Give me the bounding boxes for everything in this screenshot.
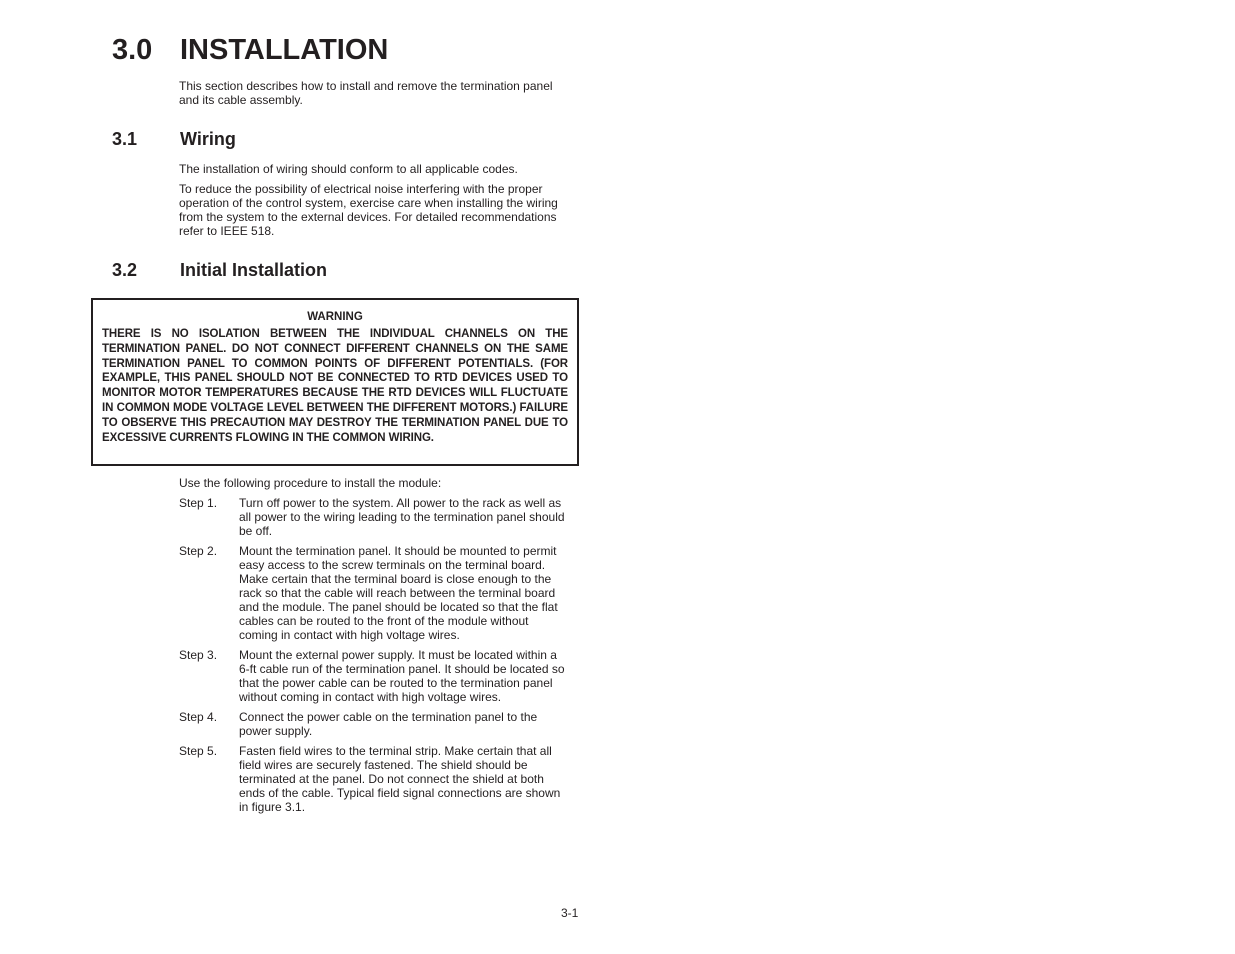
warning-text: THERE IS NO ISOLATION BETWEEN THE INDIVIDUAL CHANNELS ON THE TERMINATION PANEL. DO NOT CONNECT DIFFERENT CHANNELS ON THE SAME TERMINATION PANEL TO COMMON POINTS OF DIFFERENT POTENTIALS. (FOR EXAMPLE, THIS PANEL SHOULD NOT BE CONNECTED TO RTD DEVICES USED TO MONITOR MOTOR TEMPERATURES BECAUSE THE RTD DEVICES WILL FLUCTUATE IN COMMON MODE VOLTAGE LEVEL BETWEEN THE DIFFERENT MOTORS.) FAILURE TO OBSERVE THIS PRECAUTION MAY DESTROY THE TERMINATION PANEL DUE TO EXCESSIVE CURRENTS FLOWING IN THE COMMON WIRING. (102, 328, 568, 444)
step-text: Turn off power to the system. All power to the rack as well as all power to the wiring leading to the termination panel should be off. (239, 496, 565, 539)
step-item (179, 648, 569, 704)
procedure-intro: Use the following procedure to install the module: (179, 476, 442, 490)
section-number: 3.0 (112, 34, 153, 66)
procedure-steps (179, 496, 569, 819)
step-label: Step 1. (179, 496, 218, 510)
section-intro: This section describes how to install and remove the termination panel and its cable assembly. (179, 79, 553, 108)
initial-installation-number: 3.2 (112, 260, 138, 280)
step-item (179, 496, 569, 538)
step-item (179, 744, 569, 814)
step-label: Step 3. (179, 647, 218, 662)
step-label: Step 2. (179, 543, 218, 558)
wiring-title: Wiring (180, 129, 236, 149)
step-text: Mount the external power supply. It must be located within a 6-ft cable run of the termination panel. It should be located so that the power cable can be routed to the termination panel without coming in contact with high voltage wires. (239, 647, 565, 705)
step-text: Mount the termination panel. It should be mounted to permit easy access to the screw terminals on the terminal board. Make certain that the terminal board is close enough to the rack so that the cable will reach between the terminal board and the module. The panel should be located so that the flat cables can be routed to the front of the module without coming in contact with high voltage wires. (239, 543, 558, 643)
wiring-paragraph-2: To reduce the possibility of electrical noise interfering with the proper operation of the control system, exercise care when installing the wiring from the system to the external devices. For detailed recommendations refer to IEEE 518. (179, 182, 558, 239)
wiring-paragraph-1: The installation of wiring should conform to all applicable codes. (179, 162, 518, 176)
step-text: Connect the power cable on the termination panel to the power supply. (239, 709, 538, 738)
warning-box (91, 298, 579, 466)
step-item (179, 710, 569, 738)
page-number: 3-1 (561, 906, 579, 920)
wiring-number: 3.1 (112, 129, 138, 149)
section-title: INSTALLATION (180, 34, 389, 66)
initial-installation-title: Initial Installation (180, 260, 328, 280)
step-label: Step 5. (179, 743, 218, 758)
warning-title: WARNING (307, 311, 363, 323)
step-text: Fasten field wires to the terminal strip. Make certain that all field wires are securely fastened. The shield should be terminated at the panel. Do not connect the shield at both ends of the cable. Typical field signal connections are shown in figure 3.1. (239, 743, 561, 814)
step-label: Step 4. (179, 709, 218, 724)
step-item (179, 544, 569, 643)
